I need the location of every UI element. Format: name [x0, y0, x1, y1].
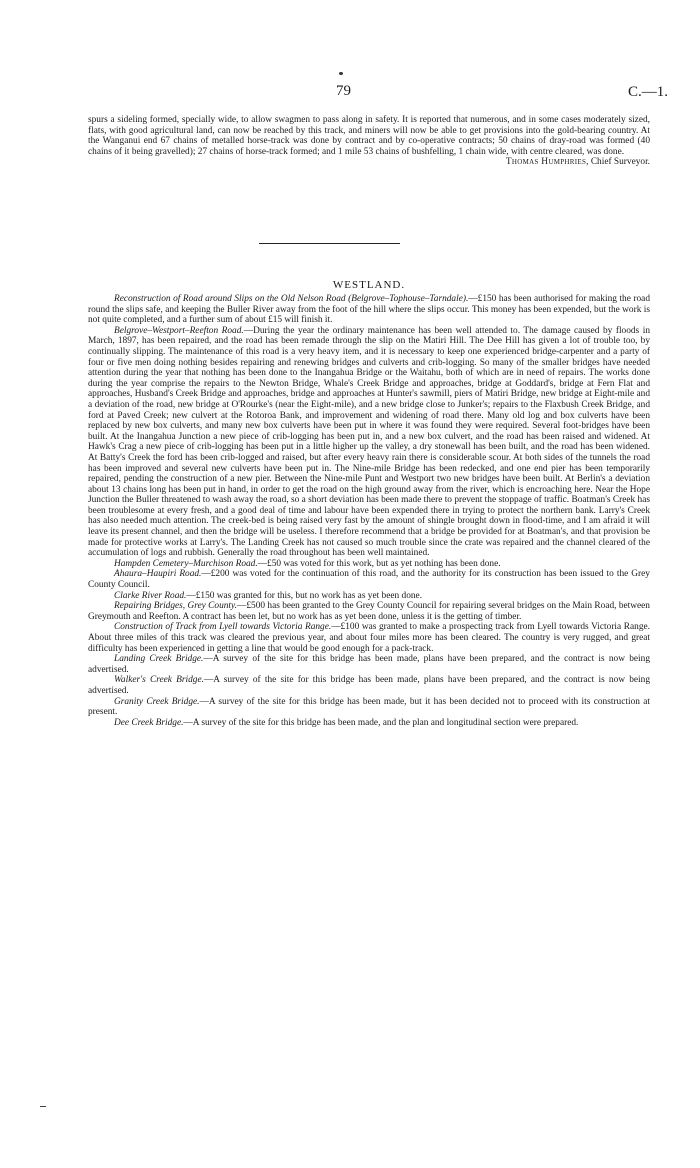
- paragraph-lyell-track: [88, 622, 650, 654]
- document-reference: C.—1.: [628, 84, 669, 100]
- paragraph-granity-bridge: [88, 697, 650, 718]
- paragraph-title: Landing Creek Bridge.: [114, 654, 204, 665]
- westland-section: [88, 294, 650, 728]
- paragraph-text: —£150 has been authorised for making the road round the slips safe, and keeping the Buller River away from the foot of the hill where the slips occur. This money has been expended, but the work is not quite completed, and a further sum of about £15 will finish it.: [88, 294, 650, 326]
- paragraph-title: Hampden Cemetery–Murchison Road.: [114, 558, 258, 569]
- intro-section: [88, 115, 650, 168]
- paragraph-clarke-road: [88, 591, 650, 602]
- paragraph-title: Belgrove–Westport–Reefton Road.: [114, 325, 244, 336]
- margin-mark: [40, 1106, 46, 1107]
- paragraph-text: —During the year the ordinary maintenance has been well attended to. The damage caused by floods in March, 1897, has been repaired, and the road has been remade through the slip on the Matiri Hill. The Dee Hill has given a lot of trouble too, by continually slipping. The maintenance of this road is a very heavy item, and it is necessary to keep one experienced bridge-carpenter and a party of four or five men doing nothing besides repairing and renewing bridges and culverts and crib-logging. So many of the smaller bridges have needed attention during the year that nothing has been done to the Inangahua Bridge or the Waitahu, both of which are in need of repairs. The works done during the year comprise the repairs to the Newton Bridge, Whale's Creek Bridge and approaches, bridge at Goddard's, bridge at Fern Flat and approaches, Husband's Creek Bridge and approaches, bridge and approaches at Hunter's sawmill, piers of Matiri Bridge, new bridge at Eight-mile and a deviation of the road, new bridge at O'Rourke's (near the Eight-mile), and a new bridge close to Junker's; repairs to the Flaxbush Creek Bridge, and ford at Paved Creek; new culvert at the Rotoroa Bank, and improvement and widening of road there. Many old log and box culverts have been replaced by new box culverts, and many new box culverts have been put in where it was found they were required. Several foot-bridges have been built. At the Inangahua Junction a new piece of crib-logging has been put in, and a new box culvert, and the road has been raised and widened. At Hawk's Crag a new piece of crib-logging has been put in a little higher up the valley, a dry stonewall has been built, and the road has been widened. At Batty's Creek the ford has been crib-logged and raised, but after every heavy rain there is considerable scour. At both sides of the tunnels the road has been improved and several new culverts have been put in. The Nine-mile Bridge has been redecked, and one end pier has been temporarily repaired, pending the construction of a new pier. Between the Nine-mile Punt and Westport two new bridges have been built. At Berlin's a deviation about 13 chains long has been put in hand, in order to get the road on the high ground away from the river, which is encroaching here. Near the Hope Junction the Buller threatened to wash away the road, so a short deviation has been made there to prevent the stoppage of traffic. Boatman's Creek has been troublesome at every fresh, and a good deal of time and labour have been expended there in trying to protect the northern bank. Larry's Creek has also needed much attention. The creek-bed is being raised very fast by the amount of shingle brought down in flood-time, and I am afraid it will leave its present channel, and then the bridge will be useless. I therefore recommend that a bridge be provided for at Boatman's, and that provision be made for protective works at Larry's. The Landing Creek has not caused so much trouble since the crate was repaired and the channel cleared of the accumulation of logs and rubbish. Generally the road throughout has been well maintained.: [88, 325, 650, 559]
- paragraph-grey-bridges: [88, 601, 650, 622]
- section-divider: [259, 243, 400, 244]
- paragraph-text: —A survey of the site for this bridge has been made, plans have been prepared, and the contract is now being advertised.: [88, 654, 650, 675]
- paragraph-ahaura-road: [88, 569, 650, 590]
- paragraph-text: —A survey of the site for this bridge has been made, but it has been decided not to proceed with its construction at present.: [88, 696, 650, 718]
- paragraph-belgrove-road: [88, 326, 650, 559]
- signature: [88, 157, 650, 168]
- ink-speck: [339, 72, 343, 75]
- paragraph-title: Walker's Creek Bridge.: [114, 675, 204, 686]
- paragraph-text: —A survey of the site for this bridge has been made, plans have been prepared, and the contract is now being advertised.: [88, 675, 650, 696]
- paragraph-walkers-bridge: [88, 675, 650, 696]
- page-number: 79: [336, 83, 351, 99]
- paragraph-title: Repairing Bridges, Grey County.: [114, 601, 237, 612]
- paragraph-text: —£50 was voted for this work, but as yet nothing has been done.: [257, 558, 501, 569]
- signature-title: , Chief Surveyor.: [586, 157, 650, 168]
- paragraph-text: —£200 was voted for the continuation of this road, and the authority for its construction has been issued to the Grey County Council.: [88, 569, 650, 591]
- paragraph-text: —£150 was granted for this, but no work has as yet been done.: [186, 590, 423, 601]
- intro-paragraph: spurs a sideling formed, specially wide, to allow swagmen to pass along in safety. It is reported that numerous, and in some cases moderately sized, flats, with good agricultural land, can now be reached by this track, and miners will now be able to get provisions into the gold-bearing country. At the Wanganui end 67 chains of metalled horse-track was done by contract and by co-operative contracts; 50 chains of dray-road was formed (40 chains of it being gravelled); 27 chains of horse-track formed; and 1 mile 53 chains of bushfelling, 1 chain wide, with centre cleared, was done.: [88, 115, 650, 157]
- paragraph-title: Construction of Track from Lyell towards Victoria Range.: [114, 622, 332, 633]
- paragraph-dee-bridge: [88, 718, 650, 729]
- paragraph-title: Reconstruction of Road around Slips on the Old Nelson Road (Belgrove–Tophouse–Tarndale).: [114, 294, 469, 304]
- paragraph-hampden-road: [88, 559, 650, 570]
- paragraph-title: Clarke River Road.: [114, 590, 187, 601]
- paragraph-text: —£100 was granted to make a prospecting track from Lyell towards Victoria Range. About three miles of this track was cleared the previous year, and about four miles more has been cleared. The country is very rugged, and great difficulty has been experienced in getting a line that would be good enough for a pack-track.: [88, 622, 650, 654]
- paragraph-text: —£500 has been granted to the Grey County Council for repairing several bridges on the Main Road, between Greymouth and Reefton. A contract has been let, but no work has as yet been done, unless it is the getting of timber.: [88, 601, 650, 622]
- paragraph-text: —A survey of the site for this bridge has been made, and the plan and longitudinal section were prepared.: [183, 717, 579, 728]
- section-heading: WESTLAND.: [332, 279, 406, 291]
- paragraph-title: Ahaura–Haupiri Road.: [114, 569, 202, 580]
- paragraph-nelson-road: [88, 294, 650, 326]
- paragraph-title: Granity Creek Bridge.: [114, 696, 200, 707]
- paragraph-landing-bridge: [88, 654, 650, 675]
- paragraph-title: Dee Creek Bridge.: [114, 717, 184, 728]
- signature-name: Thomas Humphries: [505, 157, 587, 168]
